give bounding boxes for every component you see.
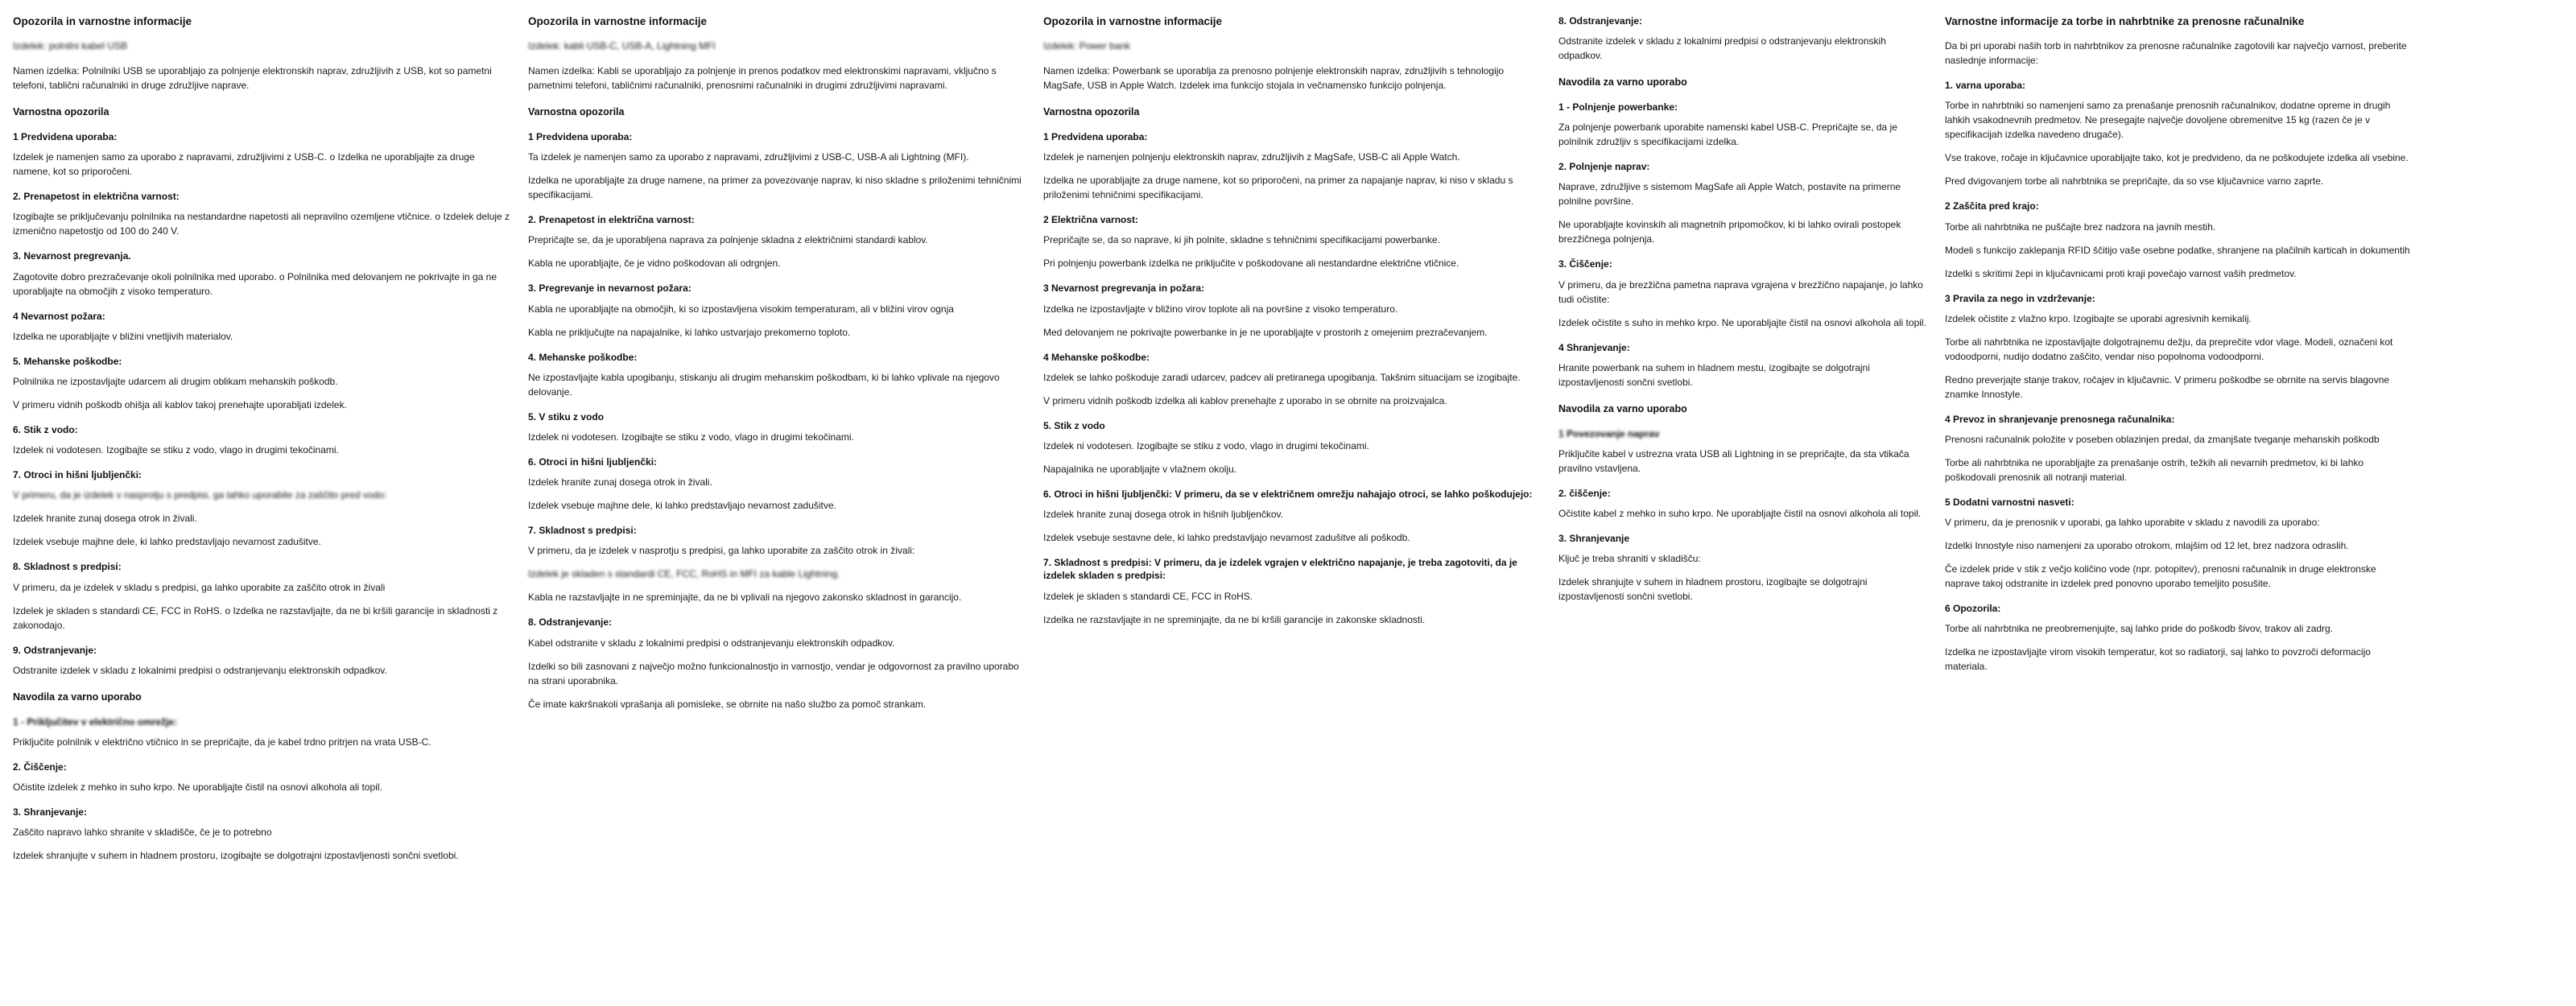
paragraph: V primeru vidnih poškodb izdelka ali kablov prenehajte z uporabo in se obrnite na proizvajalca. bbox=[1043, 394, 1447, 406]
product-subtitle bbox=[1043, 39, 1541, 53]
paragraph: Za polnjenje powerbank uporabite namenski kabel USB-C. Prepričajte se, da je polnilnik združljiv s specifikacijami izdelka. bbox=[1558, 122, 1897, 148]
subsection-heading: 3. Nevarnost pregrevanja. bbox=[13, 250, 131, 262]
paragraph: Namen izdelka: Kabli se uporabljajo za polnjenje in prenos podatkov med elektronskimi napravami, vključno s pametnimi telefoni, tabličnimi računalniki, prenosnimi računalniki in drugimi združljivimi napravami. bbox=[528, 65, 997, 92]
subsection-heading: 6. Otroci in hišni ljubljenčki: bbox=[528, 456, 658, 468]
product-subtitle-text: Izdelek: Power bank bbox=[1043, 40, 1131, 52]
subsection-heading: 2 Zaščita pred krajo: bbox=[1945, 200, 2039, 212]
paragraph: Redno preverjajte stanje trakov, ročajev in ključavnic. V primeru poškodbe se obrnite na servis blagovne znamke Innostyle. bbox=[1945, 373, 2390, 400]
subsection-heading: 3. Shranjevanje bbox=[1558, 533, 1630, 545]
subsection-heading: 1 Predvidena uporaba: bbox=[528, 131, 633, 143]
paragraph: Izdelki Innostyle niso namenjeni za uporabo otrokom, mlajšim od 12 let, brez nadzora odraslih. bbox=[1945, 540, 2349, 552]
paragraph: V primeru, da je prenosnik v uporabi, ga lahko uporabite v skladu z navodili za uporabo: bbox=[1945, 517, 2320, 529]
paragraph: Izdelek hranite zunaj dosega otrok in živali. bbox=[528, 476, 712, 489]
paragraph-redacted bbox=[13, 488, 510, 502]
paragraph: Izdelek shranjujte v suhem in hladnem prostoru, izogibajte se dolgotrajni izpostavljenosti sončni svetlobi. bbox=[1558, 576, 1868, 603]
paragraph: V primeru, da je brezžična pametna naprava vgrajena v brezžično napajanje, jo lahko tudi očistite: bbox=[1558, 278, 1923, 305]
paragraph: Kabla ne razstavljajte in ne spreminjajte, da ne bi vplivali na njegovo zakonsko skladnost in garancijo. bbox=[528, 592, 962, 604]
subsection-heading-redacted-text: 1 Povezovanje naprav bbox=[1558, 427, 1660, 439]
paragraph: Izdelka ne izpostavljajte virom visokih temperatur, kot so radiatorji, saj lahko to povzroči deformacijo materiala. bbox=[1945, 646, 2371, 673]
document-column-backpacks bbox=[1945, 14, 2428, 682]
page-title: Opozorila in varnostne informacije bbox=[528, 15, 708, 27]
paragraph: Ta izdelek je namenjen samo za uporabo z napravami, združljivimi z USB-C, USB-A ali Lightning (MFI). bbox=[528, 151, 969, 163]
paragraph: Izdelek ni vodotesen. Izogibajte se stiku z vodo, vlago in drugimi tekočinami. bbox=[13, 444, 339, 456]
paragraph: Zagotovite dobro prezračevanje okoli polnilnika med uporabo. o Polnilnika med delovanjem ne pokrivajte in ga ne uporabljajte na območjih z visoko temperaturo. bbox=[13, 270, 497, 297]
paragraph: Izdelka ne uporabljajte za druge namene, kot so priporočeni, na primer za napajanje naprav, ki niso v skladu s priloženimi tehničnimi specifikacijami. bbox=[1043, 175, 1513, 201]
paragraph: Da bi pri uporabi naših torb in nahrbtnikov za prenosne računalnike zagotovili kar največjo varnost, preberite naslednje informacije: bbox=[1945, 40, 2407, 67]
subsection-heading: 5 Dodatni varnostni nasveti: bbox=[1945, 496, 2074, 508]
section-heading: Varnostna opozorila bbox=[528, 106, 625, 118]
paragraph: Pred dvigovanjem torbe ali nahrbtnika se prepričajte, da so vse ključavnice varno zaprte. bbox=[1945, 175, 2324, 188]
paragraph: Torbe ali nahrbtnika ne puščajte brez nadzora na javnih mestih. bbox=[1945, 221, 2216, 233]
paragraph: Kabla ne uporabljajte na območjih, ki so izpostavljena visokim temperaturam, ali v bližini virov ognja bbox=[528, 303, 954, 315]
paragraph: Napajalnika ne uporabljajte v vlažnem okolju. bbox=[1043, 464, 1237, 476]
section-heading: Navodila za varno uporabo bbox=[13, 691, 142, 703]
subsection-heading: 8. Odstranjevanje: bbox=[528, 616, 613, 629]
subsection-heading: 4 Nevarnost požara: bbox=[13, 310, 105, 322]
paragraph: V primeru, da je izdelek v skladu s predpisi, ga lahko uporabite za zaščito otrok in živali bbox=[13, 581, 386, 593]
paragraph: Torbe ali nahrbtnika ne preobremenjujte, saj lahko pride do poškodb šivov, trakov ali zadrg. bbox=[1945, 623, 2334, 635]
subsection-heading: 7. Otroci in hišni ljubljenčki: bbox=[13, 469, 142, 481]
page-title: Opozorila in varnostne informacije bbox=[1043, 15, 1223, 27]
subsection-heading: 5. Mehanske poškodbe: bbox=[13, 355, 122, 367]
paragraph: Izdelek se lahko poškoduje zaradi udarcev, padcev ali pretiranega upogibanja. Takšnim situacijam se izogibajte. bbox=[1043, 371, 1521, 383]
subsection-heading: 2. Čiščenje: bbox=[13, 761, 67, 773]
paragraph: Kabla ne uporabljajte, če je vidno poškodovan ali odrgnjen. bbox=[528, 258, 781, 270]
section-heading: Navodila za varno uporabo bbox=[1558, 402, 1687, 414]
paragraph: Priključite kabel v ustrezna vrata USB ali Lightning in se prepričajte, da sta vtikača pravilno vstavljena. bbox=[1558, 447, 1909, 474]
paragraph: Izdelek hranite zunaj dosega otrok in hišnih ljubljenčkov. bbox=[1043, 509, 1283, 521]
paragraph: Izdelek shranjujte v suhem in hladnem prostoru, izogibajte se dolgotrajni izpostavljenosti sončni svetlobi. bbox=[13, 850, 459, 862]
paragraph: Izogibajte se priključevanju polnilnika na nestandardne napetosti ali nepravilno ozemljene vtičnice. o Izdelek deluje z izmenično napetostjo od 100 do 240 V. bbox=[13, 211, 510, 237]
paragraph: Kabla ne priključujte na napajalnike, ki lahko ustvarjajo prekomerno toploto. bbox=[528, 326, 851, 338]
subsection-heading: 5. Stik z vodo bbox=[1043, 419, 1105, 431]
product-subtitle-text: Izdelek: kabli USB-C, USB-A, Lightning MFI bbox=[528, 40, 716, 52]
paragraph: Zaščito napravo lahko shranite v skladišče, če je to potrebno bbox=[13, 827, 272, 839]
paragraph: Prepričajte se, da so naprave, ki jih polnite, skladne s tehničnimi specifikacijami powerbanke. bbox=[1043, 234, 1440, 246]
document-column-powerbank bbox=[1043, 14, 1558, 636]
paragraph: Med delovanjem ne pokrivajte powerbanke in je ne uporabljajte v prostorih z omejenim prezračevanjem. bbox=[1043, 326, 1488, 338]
subsection-heading: 4. Mehanske poškodbe: bbox=[528, 351, 638, 363]
paragraph: Prepričajte se, da je uporabljena naprava za polnjenje skladna z električnimi standardi kablov. bbox=[528, 234, 928, 246]
page-title: Opozorila in varnostne informacije bbox=[13, 15, 192, 27]
paragraph: Ključ je treba shraniti v skladišču: bbox=[1558, 553, 1701, 565]
subsection-heading: 2. Prenapetost in električna varnost: bbox=[528, 214, 695, 226]
section-heading: Varnostna opozorila bbox=[13, 106, 109, 118]
document-column-disposal-storage bbox=[1558, 14, 1945, 612]
subsection-heading: 5. V stiku z vodo bbox=[528, 410, 605, 423]
subsection-heading: 3 Pravila za nego in vzdrževanje: bbox=[1945, 292, 2095, 304]
paragraph: Odstranite izdelek v skladu z lokalnimi predpisi o odstranjevanju elektronskih odpadkov. bbox=[1558, 35, 1886, 62]
subsection-heading: 7. Skladnost s predpisi: V primeru, da je izdelek vgrajen v električno napajanje, je treba zagotoviti, da je izdelek skladen s predpisi: bbox=[1043, 557, 1517, 582]
product-subtitle bbox=[13, 39, 510, 53]
paragraph: Če izdelek pride v stik z večjo količino vode (npr. potopitev), prenosni računalnik in druge elektronske naprave takoj odstranite in izdelek pred ponovno uporabo temeljito posušite. bbox=[1945, 563, 2376, 590]
paragraph: Izdelek očistite s suho in mehko krpo. Ne uporabljajte čistil na osnovi alkohola ali topil. bbox=[1558, 316, 1926, 328]
subsection-heading-redacted bbox=[1558, 427, 1927, 440]
subsection-heading: 3. Shranjevanje: bbox=[13, 806, 88, 818]
paragraph: Torbe ali nahrbtnika ne izpostavljajte dolgotrajnemu dežju, da preprečite vdor vlage. Modeli, označeni kot vodoodporni, nudijo dodatno zaščito, vendar niso popolnoma vodoodporni. bbox=[1945, 336, 2393, 362]
subsection-heading: 6. Stik z vodo: bbox=[13, 424, 78, 436]
subsection-heading: 6 Opozorila: bbox=[1945, 603, 2001, 615]
paragraph: Izdelki so bili zasnovani z največjo možno funkcionalnostjo in varnostjo, vendar je odgovornost za pravilno uporabo na strani uporabnika. bbox=[528, 660, 1019, 686]
paragraph-partially-redacted bbox=[528, 567, 1026, 581]
subsection-heading: 6. Otroci in hišni ljubljenčki: V primeru, da se v električnem omrežju nahajajo otroci, se lahko poškodujejo: bbox=[1043, 489, 1533, 501]
subsection-heading: 1 Predvidena uporaba: bbox=[13, 131, 118, 143]
section-heading: Varnostna opozorila bbox=[1043, 106, 1140, 118]
document-column-cables bbox=[528, 14, 1043, 720]
paragraph: Ne izpostavljajte kabla upogibanju, stiskanju ali drugim mehanskim poškodbam, ki bi lahko vplivale na njegovo delovanje. bbox=[528, 371, 1000, 398]
paragraph-partially-redacted-text: Izdelek je skladen s standardi CE, FCC, RoHS in MFI za kable Lightning. bbox=[528, 568, 840, 580]
paragraph: Izdelka ne uporabljajte v bližini vnetljivih materialov. bbox=[13, 330, 233, 342]
subsection-heading: 9. Odstranjevanje: bbox=[13, 644, 97, 656]
page-title: Varnostne informacije za torbe in nahrbtnike za prenosne računalnike bbox=[1945, 15, 2305, 27]
paragraph: V primeru, da je izdelek v nasprotju s predpisi, ga lahko uporabite za zaščito otrok in živali: bbox=[528, 545, 915, 557]
paragraph: Priključite polnilnik v električno vtičnico in se prepričajte, da je kabel trdno pritrjen na vrata USB-C. bbox=[13, 736, 431, 748]
paragraph: Izdelek je namenjen samo za uporabo z napravami, združljivimi z USB-C. o Izdelka ne uporabljajte za druge namene, kot so priporočeni. bbox=[13, 151, 475, 178]
subsection-heading: 7. Skladnost s predpisi: bbox=[528, 525, 637, 537]
subsection-heading: 2. Polnjenje naprav: bbox=[1558, 161, 1650, 173]
paragraph: Izdelek je skladen s standardi CE, FCC in RoHS. bbox=[1043, 590, 1253, 602]
subsection-heading: 2. Prenapetost in električna varnost: bbox=[13, 191, 180, 203]
subsection-heading: 3. Čiščenje: bbox=[1558, 258, 1612, 270]
subsection-heading-redacted-text: 1 - Priključitev v električno omrežje: bbox=[13, 715, 178, 728]
subsection-heading: 8. Skladnost s predpisi: bbox=[13, 561, 122, 573]
paragraph: Kabel odstranite v skladu z lokalnimi predpisi o odstranjevanju elektronskih odpadkov. bbox=[528, 637, 895, 649]
product-subtitle bbox=[528, 39, 1026, 53]
product-subtitle-text: Izdelek: polnilni kabel USB bbox=[13, 40, 128, 52]
paragraph: Izdelek očistite z vlažno krpo. Izogibajte se uporabi agresivnih kemikalij. bbox=[1945, 312, 2252, 324]
subsection-heading: 3 Nevarnost pregrevanja in požara: bbox=[1043, 282, 1205, 295]
paragraph: Izdelek ni vodotesen. Izogibajte se stiku z vodo, vlago in drugimi tekočinami. bbox=[1043, 440, 1369, 452]
paragraph: Torbe ali nahrbtnika ne uporabljajte za prenašanje ostrih, težkih ali nevarnih predmetov, ki bi lahko poškodovali prenosnik ali notranji material. bbox=[1945, 456, 2364, 483]
paragraph: Očistite izdelek z mehko in suho krpo. Ne uporabljajte čistil na osnovi alkohola ali topil. bbox=[13, 781, 382, 794]
subsection-heading: 4 Mehanske poškodbe: bbox=[1043, 351, 1150, 363]
paragraph: Izdelka ne razstavljajte in ne spreminjajte, da ne bi kršili garancije in zakonske skladnosti. bbox=[1043, 613, 1426, 625]
paragraph: Izdelka ne izpostavljajte v bližino virov toplote ali na površine z visoko temperaturo. bbox=[1043, 303, 1398, 315]
paragraph: Vse trakove, ročaje in ključavnice uporabljajte tako, kot je predvideno, da ne poškodujete izdelka ali vsebine. bbox=[1945, 152, 2409, 164]
paragraph: Očistite kabel z mehko in suho krpo. Ne uporabljajte čistil na osnovi alkohola ali topil. bbox=[1558, 508, 1922, 520]
paragraph: Izdelek vsebuje sestavne dele, ki lahko predstavljajo nevarnost zadušitve ali poškodb. bbox=[1043, 532, 1410, 544]
subsection-heading: 4 Prevoz in shranjevanje prenosnega računalnika: bbox=[1945, 413, 2175, 425]
subsection-heading-redacted bbox=[13, 715, 510, 728]
paragraph: Izdelek je skladen s standardi CE, FCC in RoHS. o Izdelka ne razstavljajte, da ne bi kršili garancije in skladnosti z zakonodajo. bbox=[13, 604, 498, 631]
paragraph: Namen izdelka: Powerbank se uporablja za prenosno polnjenje elektronskih naprav, združljivih s tehnologijo MagSafe, USB in Apple Watch. Izdelek ima funkcijo stojala in večnamensko funkcijo polnjenja. bbox=[1043, 65, 1505, 92]
paragraph: Naprave, združljive s sistemom MagSafe ali Apple Watch, postavite na primerne polnilne površine. bbox=[1558, 181, 1901, 208]
paragraph: Izdelka ne uporabljajte za druge namene, na primer za povezovanje naprav, ki niso skladne s priloženimi tehničnimi specifikacijami. bbox=[528, 175, 1022, 201]
subsection-heading: 3. Pregrevanje in nevarnost požara: bbox=[528, 282, 691, 295]
subsection-heading: 1 - Polnjenje powerbanke: bbox=[1558, 101, 1678, 113]
paragraph: Izdelek vsebuje majhne dele, ki lahko predstavljajo nevarnost zadušitve. bbox=[528, 500, 836, 512]
subsection-heading: 1 Predvidena uporaba: bbox=[1043, 131, 1148, 143]
paragraph-redacted-text: V primeru, da je izdelek v nasprotju s predpisi, ga lahko uporabite za zaščito pred vodo: bbox=[13, 489, 387, 501]
subsection-heading: 2. čiščenje: bbox=[1558, 487, 1611, 499]
paragraph: Hranite powerbank na suhem in hladnem mestu, izogibajte se dolgotrajni izpostavljenosti sončni svetlobi. bbox=[1558, 361, 1870, 388]
paragraph: Odstranite izdelek v skladu z lokalnimi predpisi o odstranjevanju elektronskih odpadkov. bbox=[13, 664, 387, 676]
subsection-heading: 2 Električna varnost: bbox=[1043, 214, 1139, 226]
paragraph: Izdelek vsebuje majhne dele, ki lahko predstavljajo nevarnost zadušitve. bbox=[13, 536, 321, 548]
document-column-usb-cable bbox=[13, 14, 528, 872]
paragraph: Izdelki s skritimi žepi in ključavnicami proti kraji povečajo varnost vaših predmetov. bbox=[1945, 267, 2297, 279]
section-heading: Navodila za varno uporabo bbox=[1558, 76, 1687, 89]
subsection-heading: 1. varna uporaba: bbox=[1945, 80, 2026, 92]
paragraph: Torbe in nahrbtniki so namenjeni samo za prenašanje prenosnih računalnikov, dodatne opreme in drugih lahkih vsakodnevnih predmetov. Ne presegajte največje dovoljene obremenitve 15 kg (razen če je v specifikacijah izdelka navedeno drugače). bbox=[1945, 100, 2391, 141]
paragraph: Polnilnika ne izpostavljajte udarcem ali drugim oblikam mehanskih poškodb. bbox=[13, 376, 338, 388]
paragraph: Izdelek ni vodotesen. Izogibajte se stiku z vodo, vlago in drugimi tekočinami. bbox=[528, 431, 854, 443]
paragraph: Modeli s funkcijo zaklepanja RFID ščitijo vaše osebne podatke, shranjene na plačilnih karticah in dokumentih bbox=[1945, 244, 2410, 256]
paragraph: V primeru vidnih poškodb ohišja ali kablov takoj prenehajte uporabljati izdelek. bbox=[13, 399, 347, 411]
paragraph: Ne uporabljajte kovinskih ali magnetnih pripomočkov, ki bi lahko ovirali postopek brezžičnega polnjenja. bbox=[1558, 219, 1901, 245]
paragraph: Prenosni računalnik položite v poseben oblazinjen predal, da zmanjšate tveganje mehanskih poškodb bbox=[1945, 433, 2380, 445]
paragraph: Izdelek je namenjen polnjenju elektronskih naprav, združljivih z MagSafe, USB-C ali Apple Watch. bbox=[1043, 151, 1460, 163]
paragraph: Pri polnjenju powerbank izdelka ne priključite v poškodovane ali nestandardne električne vtičnice. bbox=[1043, 258, 1459, 270]
paragraph: Izdelek hranite zunaj dosega otrok in živali. bbox=[13, 513, 197, 525]
subsection-heading: 8. Odstranjevanje: bbox=[1558, 15, 1643, 27]
subsection-heading: 4 Shranjevanje: bbox=[1558, 341, 1630, 353]
paragraph: Če imate kakršnakoli vprašanja ali pomisleke, se obrnite na našo službo za pomoč strankam. bbox=[528, 698, 927, 710]
paragraph: Namen izdelka: Polnilniki USB se uporabljajo za polnjenje elektronskih naprav, združljivih z USB, kot so pametni telefoni, tablični računalniki in druge združljive naprave. bbox=[13, 65, 492, 92]
